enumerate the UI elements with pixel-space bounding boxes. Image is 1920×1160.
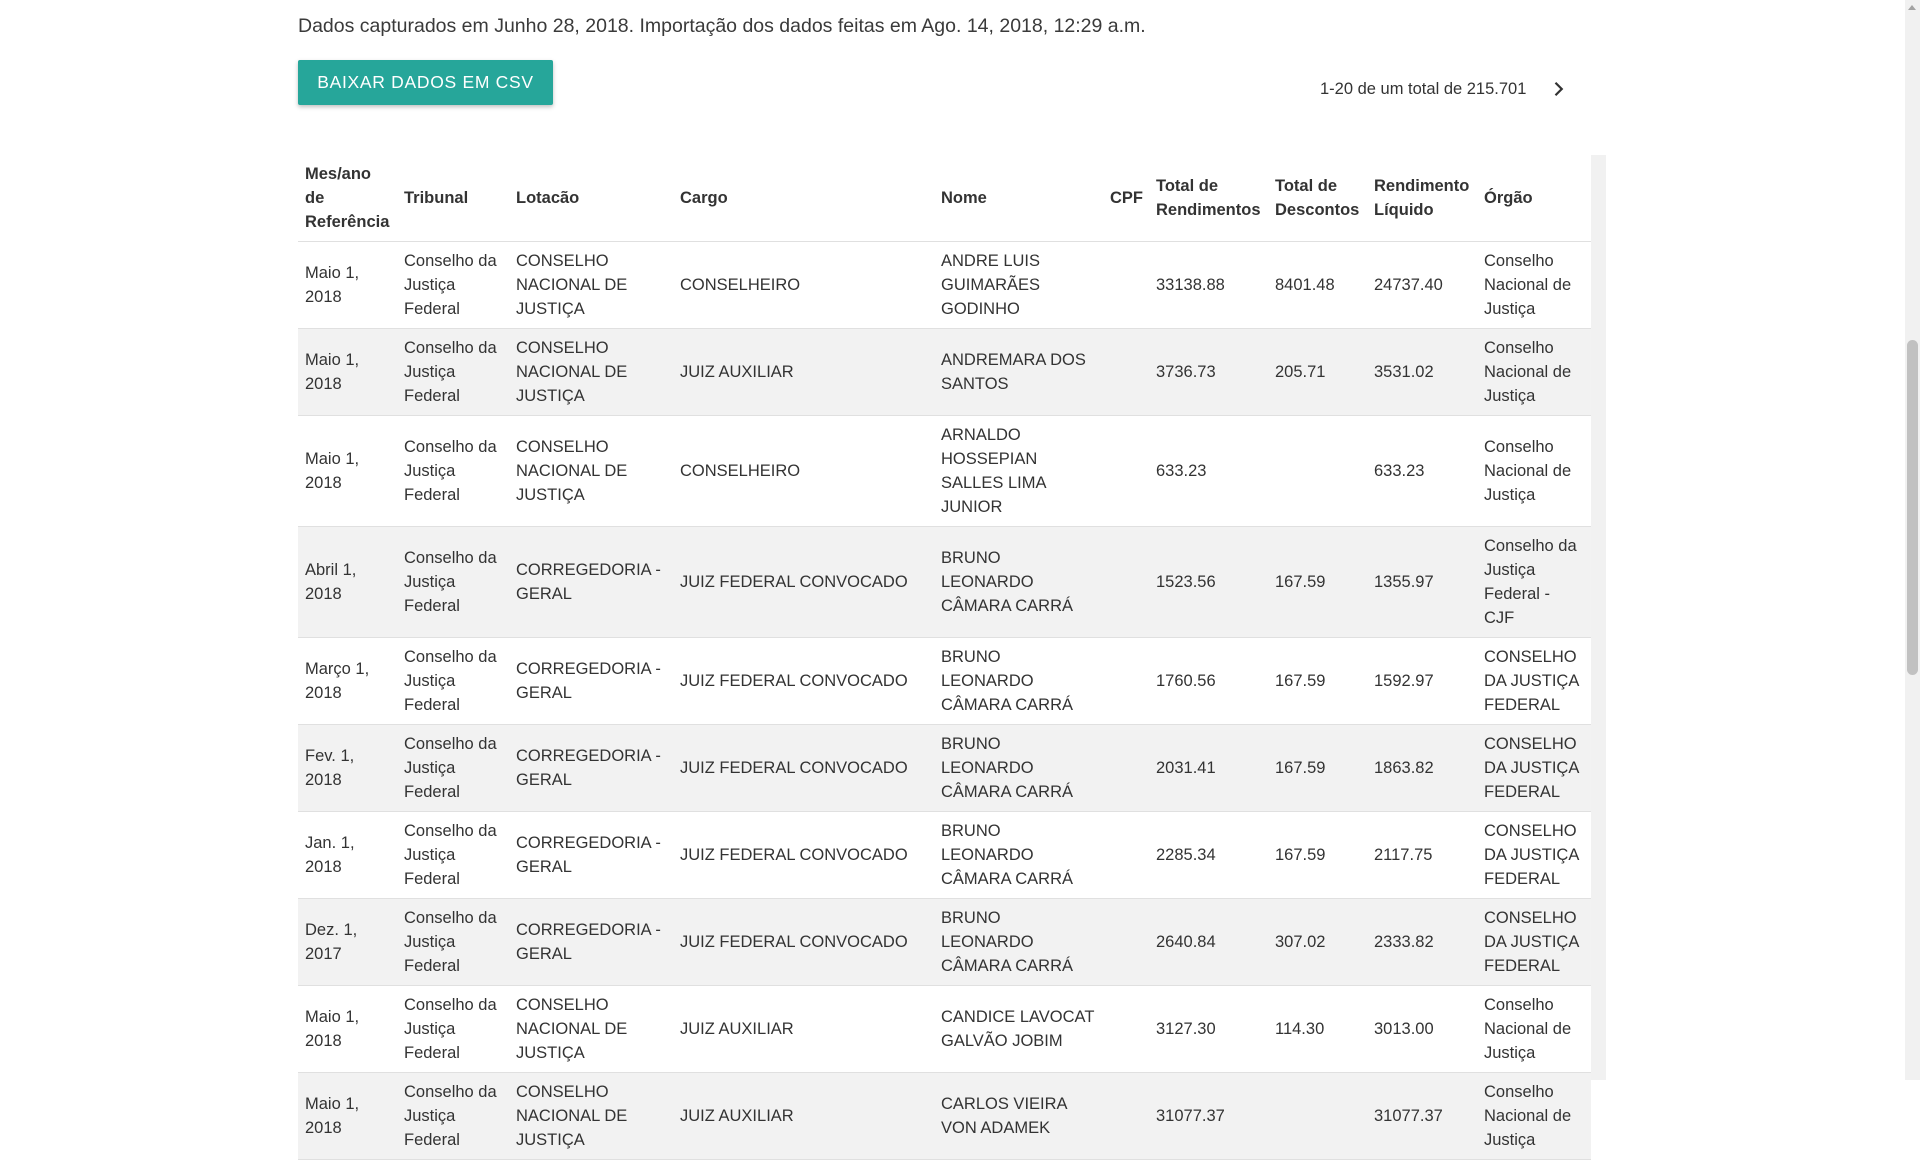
table-header-row (298, 155, 1591, 242)
header-ref[interactable]: Mes/ano de Referência (298, 155, 397, 242)
cell-orgao: CONSELHO DA JUSTIÇA FEDERAL (1477, 725, 1591, 812)
cell-descontos: 167.59 (1268, 725, 1367, 812)
cell-orgao: CONSELHO DA JUSTIÇA FEDERAL (1477, 638, 1591, 725)
cell-rendimentos: 1760.56 (1149, 638, 1268, 725)
table-row (298, 416, 1591, 527)
cell-rendimentos: 633.23 (1149, 416, 1268, 527)
cell-nome: ANDREMARA DOS SANTOS (934, 329, 1103, 416)
cell-descontos (1268, 1073, 1367, 1160)
header-nome[interactable]: Nome (934, 155, 1103, 242)
cell-ref: Maio 1, 2018 (298, 242, 397, 329)
header-lotacao[interactable]: Lotacão (509, 155, 673, 242)
cell-nome: BRUNO LEONARDO CÂMARA CARRÁ (934, 899, 1103, 986)
cell-descontos: 167.59 (1268, 527, 1367, 638)
table-row (298, 242, 1591, 329)
cell-lotacao: CONSELHO NACIONAL DE JUSTIÇA (509, 986, 673, 1073)
table-row (298, 329, 1591, 416)
cell-tribunal: Conselho da Justiça Federal (397, 527, 509, 638)
cell-cpf (1103, 527, 1149, 638)
cell-orgao: Conselho Nacional de Justiça (1477, 986, 1591, 1073)
cell-lotacao: CORREGEDORIA - GERAL (509, 527, 673, 638)
cell-cargo: JUIZ FEDERAL CONVOCADO (673, 638, 934, 725)
capture-info-text: Dados capturados em Junho 28, 2018. Importação dos dados feitas em Ago. 14, 2018, 12:29 a.m. (298, 15, 1146, 37)
cell-descontos: 167.59 (1268, 812, 1367, 899)
cell-cargo: JUIZ FEDERAL CONVOCADO (673, 527, 934, 638)
pagination-summary: 1-20 de um total de 215.701 (1320, 79, 1527, 98)
download-csv-button[interactable]: BAIXAR DADOS EM CSV (298, 60, 553, 105)
cell-cargo: JUIZ AUXILIAR (673, 986, 934, 1073)
results-table-container[interactable] (298, 155, 1606, 1149)
cell-cpf (1103, 638, 1149, 725)
cell-descontos: 205.71 (1268, 329, 1367, 416)
cell-ref: Março 1, 2018 (298, 638, 397, 725)
header-cpf[interactable]: CPF (1103, 155, 1149, 242)
cell-cargo: JUIZ FEDERAL CONVOCADO (673, 812, 934, 899)
cell-cpf (1103, 986, 1149, 1073)
cell-liquido: 2333.82 (1367, 899, 1477, 986)
header-descontos[interactable]: Total de Descontos (1268, 155, 1367, 242)
cell-descontos: 8401.48 (1268, 242, 1367, 329)
cell-orgao: Conselho da Justiça Federal - CJF (1477, 527, 1591, 638)
cell-rendimentos: 33138.88 (1149, 242, 1268, 329)
cell-nome: CANDICE LAVOCAT GALVÃO JOBIM (934, 986, 1103, 1073)
header-rendimentos[interactable]: Total de Rendimentos (1149, 155, 1268, 242)
cell-ref: Dez. 1, 2017 (298, 899, 397, 986)
cell-tribunal: Conselho da Justiça Federal (397, 242, 509, 329)
cell-cargo: CONSELHEIRO (673, 242, 934, 329)
cell-descontos (1268, 416, 1367, 527)
cell-liquido: 24737.40 (1367, 242, 1477, 329)
cell-lotacao: CORREGEDORIA - GERAL (509, 812, 673, 899)
cell-orgao: Conselho Nacional de Justiça (1477, 242, 1591, 329)
cell-lotacao: CORREGEDORIA - GERAL (509, 725, 673, 812)
table-row (298, 1073, 1591, 1160)
table-row (298, 812, 1591, 899)
table-row (298, 527, 1591, 638)
cell-cpf (1103, 725, 1149, 812)
cell-rendimentos: 3127.30 (1149, 986, 1268, 1073)
cell-orgao: Conselho Nacional de Justiça (1477, 416, 1591, 527)
cell-tribunal: Conselho da Justiça Federal (397, 416, 509, 527)
page-scrollbar[interactable] (1905, 0, 1920, 1080)
chevron-right-icon[interactable] (1548, 78, 1570, 100)
table-row (298, 899, 1591, 986)
cell-descontos: 114.30 (1268, 986, 1367, 1073)
cell-orgao: Conselho Nacional de Justiça (1477, 329, 1591, 416)
cell-cargo: JUIZ FEDERAL CONVOCADO (673, 725, 934, 812)
header-cargo[interactable]: Cargo (673, 155, 934, 242)
cell-ref: Maio 1, 2018 (298, 986, 397, 1073)
cell-liquido: 1355.97 (1367, 527, 1477, 638)
cell-descontos: 167.59 (1268, 638, 1367, 725)
cell-tribunal: Conselho da Justiça Federal (397, 812, 509, 899)
cell-cpf (1103, 329, 1149, 416)
cell-liquido: 3013.00 (1367, 986, 1477, 1073)
cell-tribunal: Conselho da Justiça Federal (397, 329, 509, 416)
cell-rendimentos: 2285.34 (1149, 812, 1268, 899)
cell-ref: Maio 1, 2018 (298, 329, 397, 416)
cell-cpf (1103, 416, 1149, 527)
cell-nome: ANDRE LUIS GUIMARÃES GODINHO (934, 242, 1103, 329)
cell-tribunal: Conselho da Justiça Federal (397, 725, 509, 812)
header-tribunal[interactable]: Tribunal (397, 155, 509, 242)
cell-cpf (1103, 242, 1149, 329)
cell-cargo: JUIZ AUXILIAR (673, 1073, 934, 1160)
cell-liquido: 2117.75 (1367, 812, 1477, 899)
cell-ref: Abril 1, 2018 (298, 527, 397, 638)
cell-cargo: CONSELHEIRO (673, 416, 934, 527)
cell-cargo: JUIZ FEDERAL CONVOCADO (673, 899, 934, 986)
cell-lotacao: CONSELHO NACIONAL DE JUSTIÇA (509, 242, 673, 329)
pagination (1320, 76, 1570, 102)
header-liquido[interactable]: Rendimento Líquido (1367, 155, 1477, 242)
cell-orgao: CONSELHO DA JUSTIÇA FEDERAL (1477, 899, 1591, 986)
scrollbar-thumb[interactable] (1907, 340, 1918, 675)
cell-tribunal: Conselho da Justiça Federal (397, 1073, 509, 1160)
cell-orgao: CONSELHO DA JUSTIÇA FEDERAL (1477, 812, 1591, 899)
scroll-up-arrow-icon[interactable] (1908, 5, 1916, 10)
cell-tribunal: Conselho da Justiça Federal (397, 986, 509, 1073)
cell-cpf (1103, 812, 1149, 899)
cell-nome: BRUNO LEONARDO CÂMARA CARRÁ (934, 638, 1103, 725)
table-row (298, 725, 1591, 812)
cell-lotacao: CONSELHO NACIONAL DE JUSTIÇA (509, 416, 673, 527)
cell-liquido: 1592.97 (1367, 638, 1477, 725)
cell-nome: BRUNO LEONARDO CÂMARA CARRÁ (934, 725, 1103, 812)
cell-rendimentos: 1523.56 (1149, 527, 1268, 638)
cell-tribunal: Conselho da Justiça Federal (397, 638, 509, 725)
table-scrollbar[interactable] (1591, 155, 1606, 1080)
cell-ref: Fev. 1, 2018 (298, 725, 397, 812)
cell-rendimentos: 2031.41 (1149, 725, 1268, 812)
results-table (298, 155, 1591, 1160)
cell-liquido: 3531.02 (1367, 329, 1477, 416)
cell-ref: Maio 1, 2018 (298, 1073, 397, 1160)
cell-cpf (1103, 1073, 1149, 1160)
cell-lotacao: CORREGEDORIA - GERAL (509, 638, 673, 725)
cell-rendimentos: 2640.84 (1149, 899, 1268, 986)
cell-liquido: 1863.82 (1367, 725, 1477, 812)
cell-lotacao: CONSELHO NACIONAL DE JUSTIÇA (509, 1073, 673, 1160)
cell-cpf (1103, 899, 1149, 986)
cell-ref: Maio 1, 2018 (298, 416, 397, 527)
cell-nome: BRUNO LEONARDO CÂMARA CARRÁ (934, 527, 1103, 638)
table-row (298, 986, 1591, 1073)
cell-liquido: 633.23 (1367, 416, 1477, 527)
cell-ref: Jan. 1, 2018 (298, 812, 397, 899)
cell-cargo: JUIZ AUXILIAR (673, 329, 934, 416)
cell-nome: ARNALDO HOSSEPIAN SALLES LIMA JUNIOR (934, 416, 1103, 527)
table-row (298, 638, 1591, 725)
cell-lotacao: CORREGEDORIA - GERAL (509, 899, 673, 986)
cell-lotacao: CONSELHO NACIONAL DE JUSTIÇA (509, 329, 673, 416)
header-orgao[interactable]: Órgão (1477, 155, 1591, 242)
cell-descontos: 307.02 (1268, 899, 1367, 986)
cell-orgao: Conselho Nacional de Justiça (1477, 1073, 1591, 1160)
cell-rendimentos: 3736.73 (1149, 329, 1268, 416)
cell-nome: BRUNO LEONARDO CÂMARA CARRÁ (934, 812, 1103, 899)
cell-liquido: 31077.37 (1367, 1073, 1477, 1160)
cell-rendimentos: 31077.37 (1149, 1073, 1268, 1160)
cell-nome: CARLOS VIEIRA VON ADAMEK (934, 1073, 1103, 1160)
cell-tribunal: Conselho da Justiça Federal (397, 899, 509, 986)
